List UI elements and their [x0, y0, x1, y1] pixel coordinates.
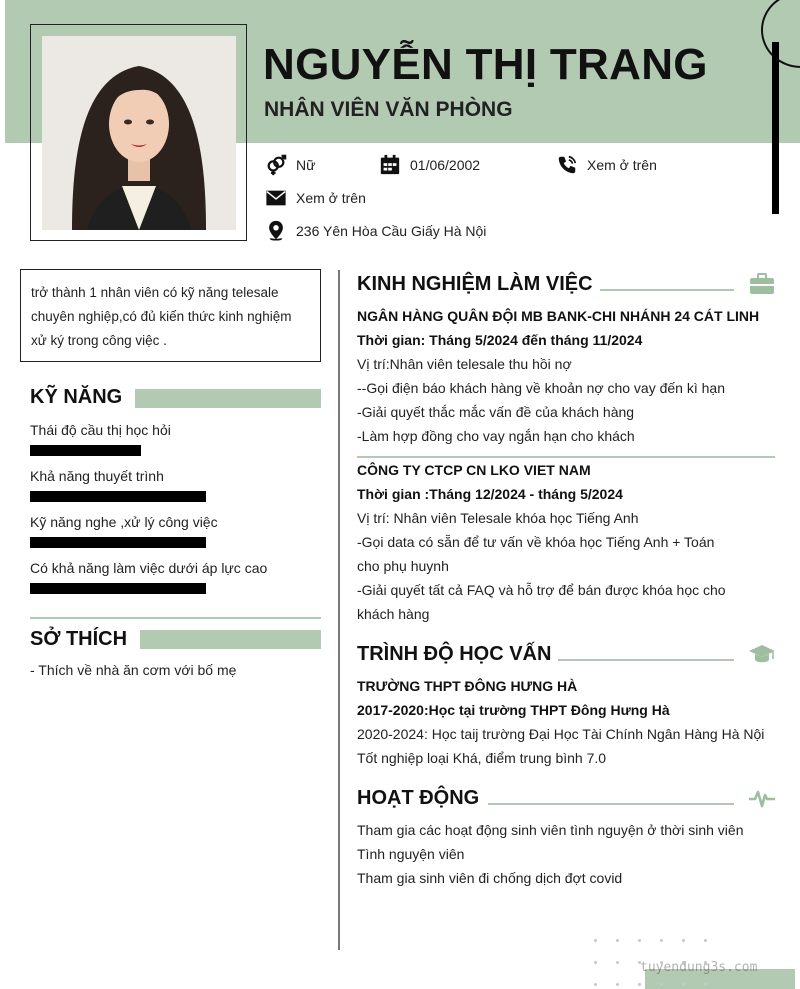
job-detail: -Gọi data có sẵn để tư vấn về khóa học Tiếng Anh + Toán — [357, 534, 715, 550]
birthday-value: 01/06/2002 — [410, 157, 481, 173]
objective-line: trở thành 1 nhân viên có kỹ năng telesale — [31, 285, 279, 300]
job-detail: -Giải quyết thắc mắc vấn đề của khách hàng — [357, 404, 635, 420]
activities-heading: HOẠT ĐỘNG — [357, 787, 480, 809]
education-detail: Tốt nghiệp loại Khá, điểm trung bình 7.0 — [357, 750, 607, 766]
skills-heading-bar — [135, 389, 321, 408]
school-name: TRƯỜNG THPT ĐÔNG HƯNG HÀ — [357, 678, 578, 694]
hobby-item: - Thích về nhà ăn cơm với bố mẹ — [30, 662, 237, 678]
job-detail: -Làm hợp đồng cho vay ngắn hạn cho khách — [357, 428, 635, 444]
activities-heading-rule — [488, 803, 734, 805]
decorative-dot — [638, 939, 641, 942]
candidate-name: NGUYỄN THỊ TRANG — [263, 40, 708, 89]
decorative-dot — [682, 983, 685, 986]
decorative-dot — [594, 961, 597, 964]
hobbies-heading-bar — [140, 630, 321, 649]
decorative-vertical-bar — [772, 42, 779, 214]
decorative-dot — [660, 983, 663, 986]
activity-item: Tham gia sinh viên đi chống dịch đợt covid — [357, 870, 623, 886]
address-value: 236 Yên Hòa Cầu Giấy Hà Nội — [296, 223, 487, 239]
objective-line: chuyên nghiệp,có đủ kiến thức kinh nghiệm — [31, 309, 292, 324]
job-title: NHÂN VIÊN VĂN PHÒNG — [264, 98, 513, 121]
decorative-dot — [638, 983, 641, 986]
section-divider — [30, 617, 321, 619]
job-detail: --Gọi điện báo khách hàng về khoản nợ cho vay đến kì hạn — [357, 380, 725, 396]
job-period: Thời gian: Tháng 5/2024 đến tháng 11/2024 — [357, 332, 643, 348]
phone-icon — [556, 154, 578, 176]
job-detail: Vị trí: Nhân viên Telesale khóa học Tiếng Anh — [357, 510, 639, 526]
objective-line: xử ký trong công việc . — [31, 333, 167, 348]
skills-heading: KỸ NĂNG — [30, 386, 123, 408]
envelope-icon — [265, 187, 287, 209]
skill-level-bar — [30, 583, 206, 594]
skill-level-bar — [30, 537, 206, 548]
job-detail: Vị trí:Nhân viên telesale thu hồi nợ — [357, 356, 572, 372]
profile-photo — [42, 36, 236, 230]
education-heading: TRÌNH ĐỘ HỌC VẤN — [357, 643, 552, 665]
calendar-icon — [379, 154, 401, 176]
hobbies-heading: SỞ THÍCH — [30, 628, 128, 650]
skill-level-bar — [30, 491, 206, 502]
email-value: Xem ở trên — [296, 190, 366, 206]
phone-value: Xem ở trên — [587, 157, 657, 173]
decorative-dot — [704, 983, 707, 986]
job-detail: -Giải quyết tất cả FAQ và hỗ trợ để bán được khóa học cho — [357, 582, 726, 598]
job-company: NGÂN HÀNG QUÂN ĐỘI MB BANK-CHI NHÁNH 24 CÁT LINH — [357, 308, 760, 324]
job-detail: khách hàng — [357, 606, 430, 622]
skill-level-bar — [30, 445, 141, 456]
column-divider — [338, 270, 340, 950]
education-detail: 2020-2024: Học taij trường Đại Học Tài Chính Ngân Hàng Hà Nội — [357, 726, 765, 742]
decorative-dot — [616, 939, 619, 942]
skill-label: Có khả năng làm việc dưới áp lực cao — [30, 560, 268, 576]
contact-phone — [556, 154, 657, 176]
decorative-dot — [616, 961, 619, 964]
job-company: CÔNG TY CTCP CN LKO VIET NAM — [357, 462, 591, 478]
decorative-dot — [594, 939, 597, 942]
decorative-dot — [682, 939, 685, 942]
briefcase-icon — [748, 272, 776, 296]
activity-item: Tham gia các hoạt động sinh viên tình nguyện ở thời sinh viên — [357, 822, 744, 838]
job-divider — [357, 456, 775, 458]
contact-address — [265, 220, 486, 242]
decorative-dot — [660, 939, 663, 942]
contact-birthday — [379, 154, 480, 176]
watermark: tuyendung3s.com — [640, 960, 758, 975]
education-heading-rule — [558, 659, 734, 661]
location-pin-icon — [265, 220, 287, 242]
gender-value: Nữ — [296, 157, 316, 173]
decorative-dot — [594, 983, 597, 986]
contact-email — [265, 187, 366, 209]
skill-label: Kỹ năng nghe ,xử lý công việc — [30, 514, 218, 530]
experience-heading: KINH NGHIỆM LÀM VIỆC — [357, 273, 593, 295]
education-period: 2017-2020:Học tại trường THPT Đông Hưng Hà — [357, 702, 670, 718]
pulse-icon — [748, 786, 776, 810]
decorative-dot — [704, 939, 707, 942]
decorative-dot — [616, 983, 619, 986]
activity-item: Tình nguyện viên — [357, 846, 465, 862]
contact-gender — [265, 154, 315, 176]
skill-label: Khả năng thuyết trình — [30, 468, 164, 484]
career-objective — [20, 269, 321, 362]
job-detail: cho phụ huynh — [357, 558, 449, 574]
gender-icon — [265, 154, 287, 176]
skill-label: Thái độ cầu thị học hỏi — [30, 422, 171, 438]
job-period: Thời gian :Tháng 12/2024 - tháng 5/2024 — [357, 486, 623, 502]
experience-heading-rule — [600, 289, 734, 291]
graduation-cap-icon — [748, 642, 776, 666]
